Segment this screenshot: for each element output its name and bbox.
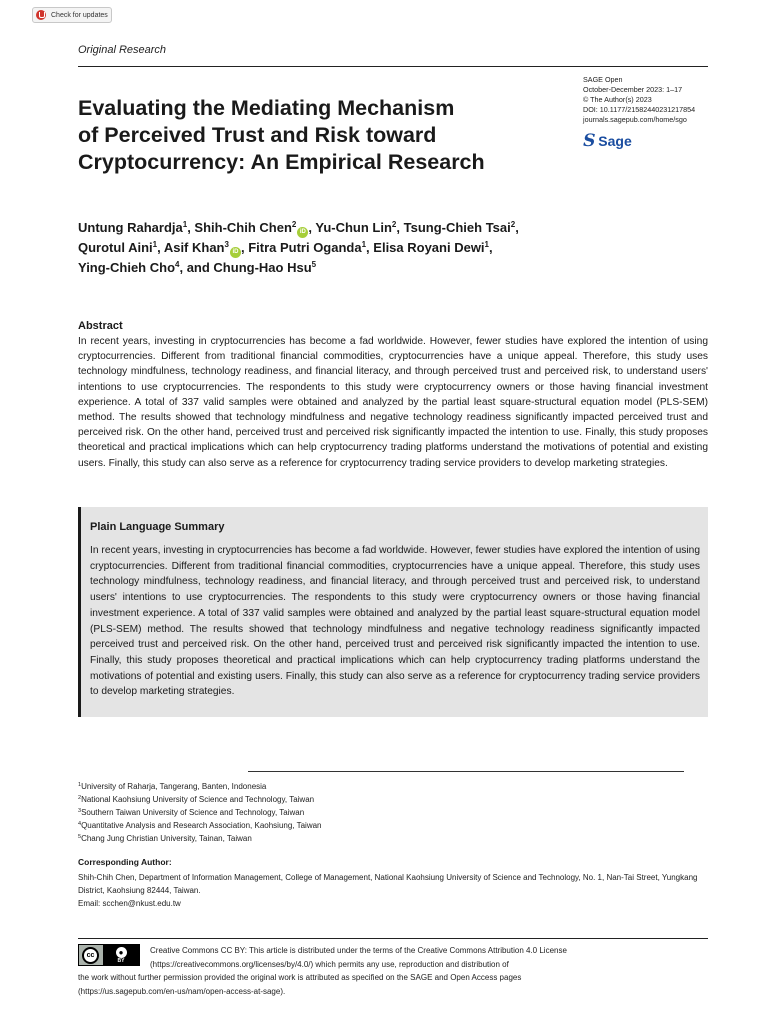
author-name[interactable]: Qurotul Aini (78, 240, 153, 255)
by-label: BY (117, 957, 125, 964)
journal-name: SAGE Open (583, 75, 623, 84)
abstract-heading: Abstract (78, 320, 123, 332)
affiliation-number: 5 (78, 834, 82, 840)
affiliation-item (78, 819, 708, 832)
author-name[interactable]: Elisa Royani Dewi (373, 240, 485, 255)
author-affiliation-marker: 1 (152, 240, 158, 249)
creative-commons-icon: cc (82, 947, 99, 964)
abstract-text: In recent years, investing in cryptocurrencies has become a fad worldwide. However, fewer studies have explored the intention of using cryptocurrencies. Different from traditional financial commodities, cryptocurrencies have a unique appeal. Therefore, this study uses technology mindfulness, technology readiness, and financial literacy, and through perceived trust and perceived risk, to understand users' intentions to use cryptocurrencies. The respondents to this study were cryptocurrency owners or those having financial investment experience. A total of 337 valid samples were obtained and analyzed by the partial least square-structural equation model (PLS-SEM) method. The results showed that technology mindfulness and negative technology readiness significantly impacted perceived trust and perceived risk. On the other hand, perceived trust and perceived risk significantly impacted the intention to use. Finally, this study proposes theoretical and practical implications which can help cryptocurrency trading platforms understand the motivations of potential and existing users. Finally, this study can also serve as a reference for cryptocurrency trading service providers to develop marketing strategies. (78, 336, 708, 469)
affiliation-text: National Kaohsiung University of Science and Technology, Taiwan (81, 795, 315, 804)
license-line[interactable]: (https://creativecommons.org/licenses/by/4.0/) which permits any use, reproduction and distribution of (150, 959, 509, 969)
license-line: Creative Commons CC BY: This article is distributed under the terms of the Creative Commons Attribution 4.0 License (150, 946, 567, 955)
affiliation-item (78, 780, 708, 793)
author-separator: , (187, 220, 195, 235)
check-for-updates-label: Check for updates (51, 11, 108, 19)
attribution-block (103, 945, 139, 965)
author-name[interactable]: Chung-Hao Hsu (213, 260, 312, 275)
author-affiliation-marker: 1 (361, 240, 367, 249)
title-line: Cryptocurrency: An Empirical Research (78, 150, 485, 174)
journal-copyright: © The Author(s) 2023 (583, 95, 652, 104)
plain-language-heading: Plain Language Summary (90, 521, 225, 533)
author-name[interactable]: Tsung-Chieh Tsai (403, 220, 511, 235)
affiliation-list (78, 780, 708, 845)
affiliation-number: 4 (78, 821, 82, 827)
article-type-label: Original Research (78, 44, 167, 56)
author-separator: , and (179, 260, 214, 275)
sage-logo-text: Sage (598, 133, 632, 149)
affiliation-text: Southern Taiwan University of Science and Technology, Taiwan (81, 808, 305, 817)
affiliation-number: 1 (78, 782, 82, 788)
corresponding-author-heading: Corresponding Author: (78, 857, 172, 867)
affiliation-text: Quantitative Analysis and Research Association, Kaohsiung, Taiwan (81, 821, 322, 830)
footnote-divider (248, 771, 684, 772)
check-for-updates-button[interactable] (32, 7, 112, 23)
author-affiliation-marker: 2 (510, 220, 516, 229)
affiliation-number: 2 (78, 795, 82, 801)
sage-logo[interactable] (580, 131, 632, 151)
article-title (78, 95, 548, 176)
author-separator: , (308, 220, 316, 235)
corresponding-email[interactable]: Email: scchen@nkust.edu.tw (78, 899, 181, 908)
author-separator: , (157, 240, 164, 255)
corresponding-address: Shih-Chih Chen, Department of Information Management, College of Management, National Kaohsiung University of Science and Technology, No. 1, Nan-Tai Street, Yungkang District, Kaohsiung 82444, Taiwan. (78, 873, 698, 895)
journal-issue: October-December 2023: 1–17 (583, 85, 683, 94)
affiliation-text: University of Raharja, Tangerang, Banten, Indonesia (81, 782, 267, 791)
author-name[interactable]: Asif Khan (163, 240, 225, 255)
license-line: the work without further permission provided the original work is attributed as specified on the SAGE and Open Access pages (78, 973, 522, 982)
header-divider (78, 66, 708, 67)
title-line: of Perceived Trust and Risk toward (78, 123, 437, 147)
journal-doi[interactable]: DOI: 10.1177/21582440231217854 (583, 105, 696, 114)
author-affiliation-marker: 2 (291, 220, 297, 229)
attribution-person-icon: ● (116, 947, 127, 958)
affiliation-item (78, 806, 708, 819)
orcid-icon[interactable]: iD (297, 227, 308, 238)
author-separator: , (366, 240, 374, 255)
plain-language-summary-box (78, 507, 708, 717)
author-name[interactable]: Shih-Chih Chen (194, 220, 292, 235)
author-separator: , (515, 220, 519, 235)
plain-language-text: In recent years, investing in cryptocurrencies has become a fad worldwide. However, fewer studies have explored the intention of using cryptocurrencies. Different from traditional financial commodities, cryptocurrencies have a unique appeal. Therefore, this study uses technology mindfulness, technology readiness, and financial literacy, and through perceived trust and perceived risk, to understand users' intentions to use cryptocurrencies. The respondents to this study were cryptocurrency owners or those having financial investment experience. A total of 337 valid samples were obtained and analyzed by the partial least square-structural equation model (PLS-SEM) method. The results showed that technology mindfulness and negative technology readiness significantly impacted perceived trust and perceived risk. On the other hand, perceived trust and perceived risk significantly impacted the intention to use. Finally, this study proposes theoretical and practical implications which can help cryptocurrency trading platforms understand the motivations of potential and existing users. Finally, this study can also serve as a reference for cryptocurrency trading service providers to develop marketing strategies. (90, 545, 700, 698)
journal-url[interactable]: journals.sagepub.com/home/sgo (583, 115, 687, 124)
affiliation-number: 3 (78, 808, 82, 814)
affiliation-item (78, 832, 708, 845)
author-list (78, 218, 598, 278)
author-affiliation-marker: 2 (391, 220, 397, 229)
author-name[interactable]: Untung Rahardja (78, 220, 183, 235)
author-separator: , (240, 240, 249, 255)
sage-s-icon: S (580, 131, 598, 151)
license-divider (78, 938, 708, 939)
author-affiliation-marker: 5 (311, 260, 317, 269)
author-separator: , (489, 240, 493, 255)
author-name[interactable]: Ying-Chieh Cho (78, 260, 176, 275)
crossmark-icon (36, 10, 46, 20)
license-line[interactable]: (https://us.sagepub.com/en-us/nam/open-access-at-sage). (78, 986, 286, 996)
author-name[interactable]: Fitra Putri Oganda (248, 240, 362, 255)
cc-by-license-badge[interactable] (78, 944, 140, 966)
affiliation-text: Chang Jung Christian University, Tainan, Taiwan (81, 834, 252, 843)
author-affiliation-marker: 1 (484, 240, 489, 249)
author-separator: , (396, 220, 404, 235)
author-affiliation-marker: 3 (224, 240, 229, 249)
title-line: Evaluating the Mediating Mechanism (78, 96, 455, 120)
affiliation-item (78, 793, 708, 806)
license-text (78, 944, 648, 998)
author-name[interactable]: Yu-Chun Lin (315, 220, 392, 235)
author-affiliation-marker: 4 (175, 260, 180, 269)
orcid-icon[interactable]: iD (230, 247, 241, 258)
author-affiliation-marker: 1 (182, 220, 188, 229)
journal-metadata (583, 75, 723, 125)
corresponding-author-details (78, 871, 708, 910)
